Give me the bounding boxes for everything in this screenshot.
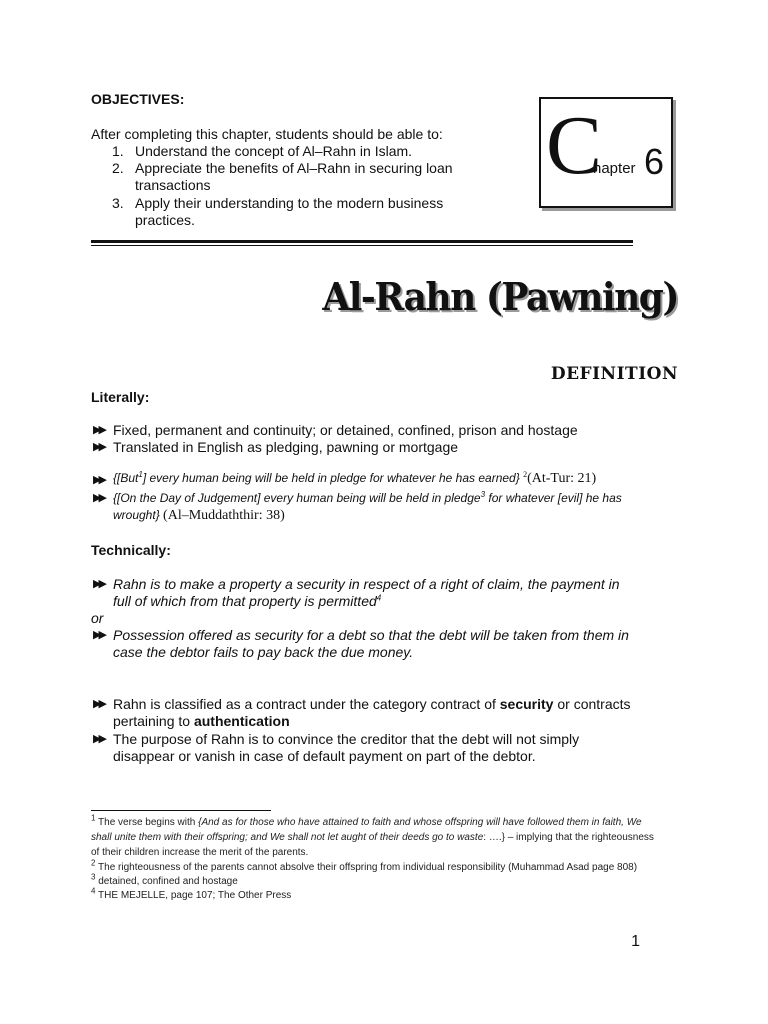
objective-text-3: Apply their understanding to the modern business (135, 195, 444, 211)
page-title: Al-Rahn (Pawning) (322, 275, 678, 320)
objective-text-3-cont: practices. (135, 212, 195, 228)
divider-thick (91, 240, 633, 243)
keyword-security: security (499, 696, 554, 712)
or-connector: or (91, 610, 104, 626)
objective-text-1: Understand the concept of Al–Rahn in Islam. (135, 143, 413, 159)
bullet-icon: ▶▶ (93, 698, 104, 710)
footnote-text: The verse begins with (95, 817, 199, 828)
footnote-3 (91, 874, 238, 889)
footnote-1 (91, 815, 681, 830)
footnote-verse: shall unite them with their offspring; and We shall not let aught of their deeds go to waste (91, 832, 484, 843)
verse-text: {[On the Day of Judgement] every human being will be held in pledge (113, 491, 481, 505)
bullet-icon: ▶▶ (93, 474, 104, 486)
footnote-marker: 4 (91, 886, 96, 896)
classification-text-cont (113, 713, 290, 730)
footnote-marker: 2 (91, 858, 96, 868)
objectives-intro: After completing this chapter, students should be able to: (91, 126, 443, 142)
footnote-ref-2[interactable]: 2 (523, 470, 528, 479)
purpose-text: The purpose of Rahn is to convince the creditor that the debt will not simply (113, 731, 580, 747)
bullet-icon: ▶▶ (93, 578, 104, 590)
footnote-ref-4[interactable]: 4 (376, 593, 382, 603)
footnote-2 (91, 860, 637, 875)
verse-text: wrought} (113, 508, 160, 522)
verse-text: for whatever [evil] he has (485, 491, 622, 505)
technical-definition-2: Possession offered as security for a debt so that the debt will be taken from them in (113, 627, 629, 643)
divider-thin (91, 245, 633, 246)
objective-num-1: 1. (112, 143, 124, 159)
definition-text: full of which from that property is permitted (113, 593, 377, 609)
literal-meaning-2: Translated in English as pledging, pawning or mortgage (113, 439, 459, 455)
bullet-icon: ▶▶ (93, 733, 104, 745)
verse-at-tur (113, 470, 596, 487)
classification-part: or contracts (553, 696, 631, 712)
bullet-icon: ▶▶ (93, 441, 104, 453)
purpose-text-cont: disappear or vanish in case of default payment on part of the debtor. (113, 748, 536, 764)
objective-num-2: 2. (112, 160, 124, 176)
technical-definition-2-cont: case the debtor fails to pay back the due money. (113, 644, 414, 660)
technical-definition-1: Rahn is to make a property a security in respect of a right of claim, the payment in (113, 576, 620, 592)
bullet-icon: ▶▶ (93, 629, 104, 641)
footnote-text: THE MEJELLE, page 107; The Other Press (95, 890, 292, 901)
verse-reference: (At-Tur: 21) (527, 471, 597, 486)
verse-al-muddaththir (113, 490, 622, 507)
bullet-icon: ▶▶ (93, 492, 104, 504)
verse-reference: (Al–Muddaththir: 38) (163, 508, 285, 523)
chapter-initial-letter: C (546, 99, 603, 192)
verse-text: {[But (113, 471, 139, 485)
objective-text-2-cont: transactions (135, 177, 211, 193)
chapter-word: hapter (593, 160, 636, 177)
footnote-ref-1[interactable]: 1 (138, 470, 143, 479)
footnote-ref-3[interactable]: 3 (480, 490, 486, 499)
verse-text: ] every human being will be held in pledge for whatever he has earned} (142, 471, 520, 485)
footnote-1-cont2: of their children increase the merit of the parents. (91, 847, 309, 858)
chapter-number: 6 (644, 141, 665, 182)
objective-num-3: 3. (112, 195, 124, 211)
literally-heading: Literally: (91, 389, 150, 405)
objective-text-2: Appreciate the benefits of Al–Rahn in securing loan (135, 160, 453, 176)
footnote-marker: 3 (91, 872, 96, 882)
page-number: 1 (631, 933, 640, 950)
footnote-separator (91, 810, 271, 811)
technically-heading: Technically: (91, 542, 171, 558)
technical-definition-1-cont (113, 593, 381, 610)
bullet-icon: ▶▶ (93, 424, 104, 436)
footnote-1-cont (91, 830, 654, 845)
footnote-text: : ….} – implying that the righteousness (483, 832, 654, 843)
literal-meaning-1: Fixed, permanent and continuity; or detained, confined, prison and hostage (113, 422, 578, 438)
footnote-verse: {And as for those who have attained to faith and whose offspring will have followed them in faith, We (198, 817, 642, 828)
classification-part: pertaining to (113, 713, 194, 729)
objectives-heading: OBJECTIVES: (91, 91, 185, 107)
footnote-text: The righteousness of the parents cannot absolve their offspring from individual responsibility (Muhammad Asad page 808) (95, 862, 638, 873)
verse-al-muddaththir-cont (113, 507, 285, 524)
classification-part: Rahn is classified as a contract under the category contract of (113, 696, 500, 712)
footnote-4 (91, 888, 291, 903)
keyword-authentication: authentication (193, 713, 290, 729)
footnote-text: detained, confined and hostage (95, 876, 238, 887)
footnote-marker: 1 (91, 813, 96, 823)
definition-heading: DEFINITION (550, 364, 678, 384)
classification-text (113, 696, 678, 713)
